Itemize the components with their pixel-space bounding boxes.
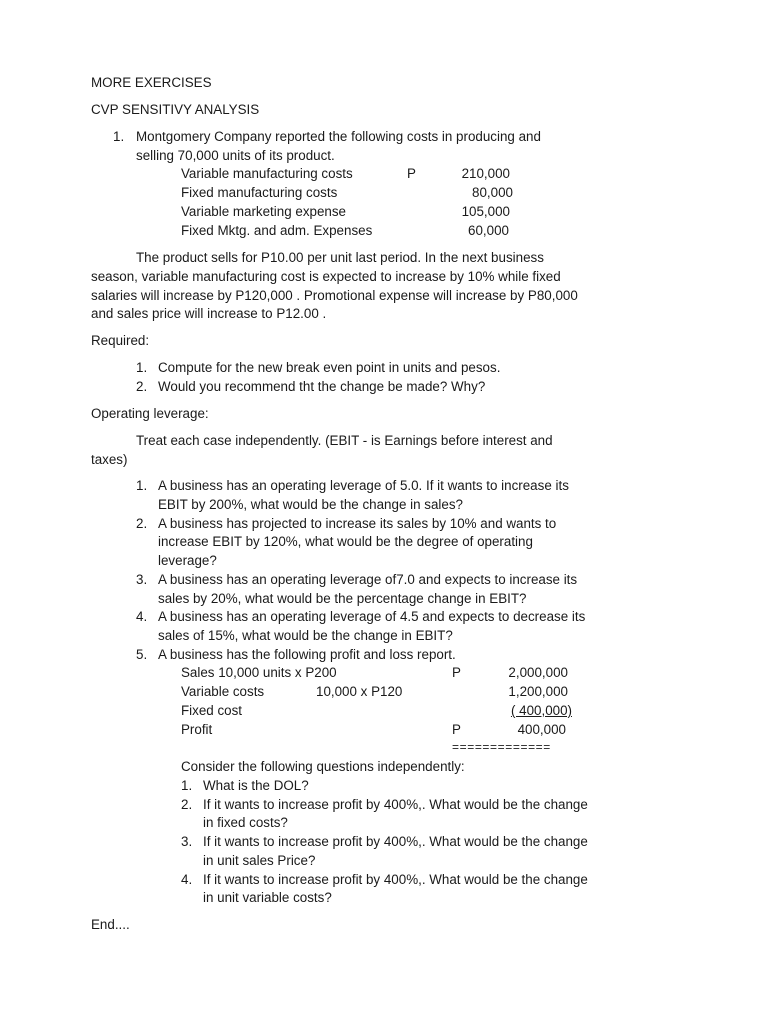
required-item: Would you recommend tht the change be made? Why?	[158, 379, 486, 394]
cost-amount: 80,000	[472, 185, 513, 200]
pl-label: Fixed cost	[181, 703, 243, 718]
cost-label: Variable marketing expense	[181, 204, 346, 219]
problem1-intro-line: Montgomery Company reported the following costs in producing and	[136, 129, 541, 144]
required-item-number: 2.	[136, 379, 148, 394]
pl-label: Variable costs	[181, 684, 265, 699]
leverage-intro-line: Treat each case independently. (EBIT - is Earnings before interest and	[136, 433, 553, 448]
question-line: What is the DOL?	[203, 778, 309, 793]
pl-amount: ( 400,000)	[510, 703, 572, 718]
leverage-item-number: 5.	[136, 647, 148, 662]
pl-label: Sales 10,000 units x P200	[181, 665, 337, 680]
cost-label: Fixed Mktg. and adm. Expenses	[181, 223, 373, 238]
pl-currency: P	[452, 665, 461, 680]
required-item: Compute for the new break even point in units and pesos.	[158, 360, 501, 375]
leverage-item-line: A business has an operating leverage of 4.5 and expects to decrease its	[158, 609, 586, 624]
leverage-item-number: 1.	[136, 478, 148, 493]
consider-text: Consider the following questions independently:	[181, 759, 465, 774]
double-rule: =============	[452, 740, 551, 754]
pl-currency: P	[452, 722, 461, 737]
pl-detail: 10,000 x P120	[316, 684, 403, 699]
cost-label: Variable manufacturing costs	[181, 166, 353, 181]
cost-amount: 60,000	[468, 223, 509, 238]
question-number: 4.	[181, 872, 193, 887]
problem1-number: 1.	[113, 129, 125, 144]
cost-currency: P	[407, 166, 416, 181]
paragraph-line: salaries will increase by P120,000 . Promotional expense will increase by P80,000	[91, 288, 578, 303]
heading-cvp: CVP SENSITIVY ANALYSIS	[91, 102, 260, 117]
required-item-number: 1.	[136, 360, 148, 375]
leverage-item-line: A business has an operating leverage of7.0 and expects to increase its	[158, 572, 578, 587]
leverage-item-line: sales of 15%, what would be the change in EBIT?	[158, 628, 453, 643]
question-line: in unit variable costs?	[203, 890, 332, 905]
leverage-intro-line: taxes)	[91, 452, 128, 467]
leverage-item-number: 2.	[136, 516, 148, 531]
paragraph-line: The product sells for P10.00 per unit last period. In the next business	[136, 250, 544, 265]
question-line: in fixed costs?	[203, 815, 288, 830]
leverage-item-number: 4.	[136, 609, 148, 624]
leverage-item-line: increase EBIT by 120%, what would be the degree of operating	[158, 534, 533, 549]
cost-label: Fixed manufacturing costs	[181, 185, 338, 200]
question-line: in unit sales Price?	[203, 853, 316, 868]
cost-amount: 105,000	[461, 204, 510, 219]
pl-amount: 1,200,000	[508, 684, 568, 699]
question-line: If it wants to increase profit by 400%,. What would be the change	[203, 872, 588, 887]
leverage-item-line: A business has projected to increase its sales by 10% and wants to	[158, 516, 557, 531]
question-number: 1.	[181, 778, 193, 793]
leverage-item-line: A business has the following profit and loss report.	[158, 647, 456, 662]
heading-more-exercises: MORE EXERCISES	[91, 75, 212, 90]
pl-amount: 2,000,000	[508, 665, 568, 680]
paragraph-line: season, variable manufacturing cost is expected to increase by 10% while fixed	[91, 269, 561, 284]
leverage-item-line: leverage?	[158, 553, 217, 568]
required-label: Required:	[91, 333, 150, 348]
problem1-intro-line: selling 70,000 units of its product.	[136, 148, 335, 163]
pl-label: Profit	[181, 722, 213, 737]
leverage-item-line: A business has an operating leverage of 5.0. If it wants to increase its	[158, 478, 569, 493]
end-text: End....	[91, 917, 130, 932]
leverage-item-number: 3.	[136, 572, 148, 587]
question-number: 3.	[181, 834, 193, 849]
question-line: If it wants to increase profit by 400%,. What would be the change	[203, 797, 588, 812]
pl-amount: 400,000	[517, 722, 566, 737]
paragraph-line: and sales price will increase to P12.00 .	[91, 306, 327, 321]
question-line: If it wants to increase profit by 400%,. What would be the change	[203, 834, 588, 849]
question-number: 2.	[181, 797, 193, 812]
leverage-label: Operating leverage:	[91, 406, 209, 421]
cost-amount: 210,000	[461, 166, 510, 181]
leverage-item-line: EBIT by 200%, what would be the change in sales?	[158, 497, 463, 512]
leverage-item-line: sales by 20%, what would be the percentage change in EBIT?	[158, 591, 527, 606]
